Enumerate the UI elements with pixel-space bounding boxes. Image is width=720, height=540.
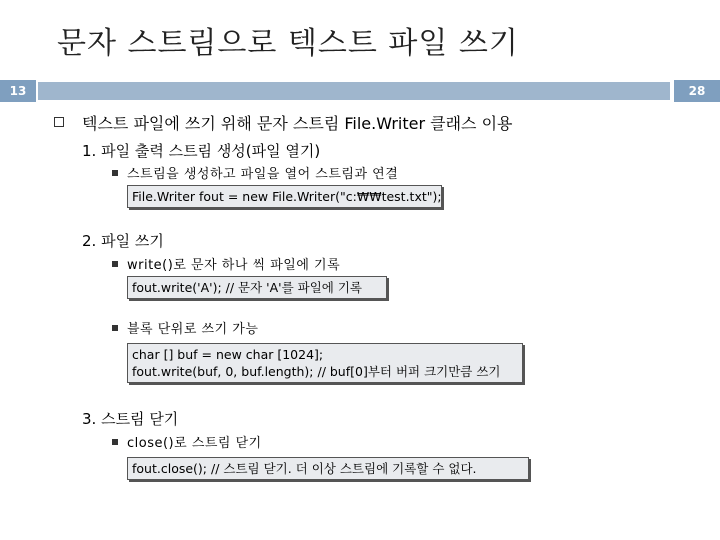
page-number-left: 13 — [0, 80, 36, 102]
bullet-icon — [112, 170, 118, 176]
main-point: 텍스트 파일에 쓰기 위해 문자 스트림 File.Writer 클래스 이용 — [82, 114, 513, 133]
bullet-icon — [112, 439, 118, 445]
code-line: fout.close(); // 스트림 닫기. 더 이상 스트림에 기록할 수 없다. — [132, 461, 477, 476]
code-line: File.Writer fout = new File.Writer("c:₩₩test.txt"); — [132, 189, 442, 204]
code-line: fout.write('A'); // 문자 'A'를 파일에 기록 — [132, 280, 362, 295]
header-bar — [38, 82, 670, 100]
square-bullet-icon — [54, 117, 64, 127]
step-1-label: 1. 파일 출력 스트림 생성(파일 열기) — [82, 142, 321, 160]
step-3-item-1-text: close()로 스트림 닫기 — [127, 436, 262, 451]
step-2-code-block-1 — [127, 276, 387, 299]
step-2-label: 2. 파일 쓰기 — [82, 232, 164, 250]
code-line: fout.write(buf, 0, buf.length); // buf[0]부터 버퍼 크기만큼 쓰기 — [132, 364, 501, 379]
slide-title: 문자 스트림으로 텍스트 파일 쓰기 — [57, 26, 519, 61]
page-number-right: 28 — [674, 80, 720, 102]
step-3-label: 3. 스트림 닫기 — [82, 410, 179, 428]
code-line: char [] buf = new char [1024]; — [132, 347, 324, 362]
step-3-code-block — [127, 457, 529, 480]
bullet-icon — [112, 325, 118, 331]
step-2-item-1-text: write()로 문자 하나 씩 파일에 기록 — [127, 258, 341, 273]
bullet-icon — [112, 261, 118, 267]
step-1-item-1-text: 스트림을 생성하고 파일을 열어 스트림과 연결 — [127, 167, 399, 182]
step-1-code-block — [127, 185, 442, 208]
step-2-code-block-2 — [127, 343, 523, 383]
step-2-item-2-text: 블록 단위로 쓰기 가능 — [127, 322, 259, 337]
